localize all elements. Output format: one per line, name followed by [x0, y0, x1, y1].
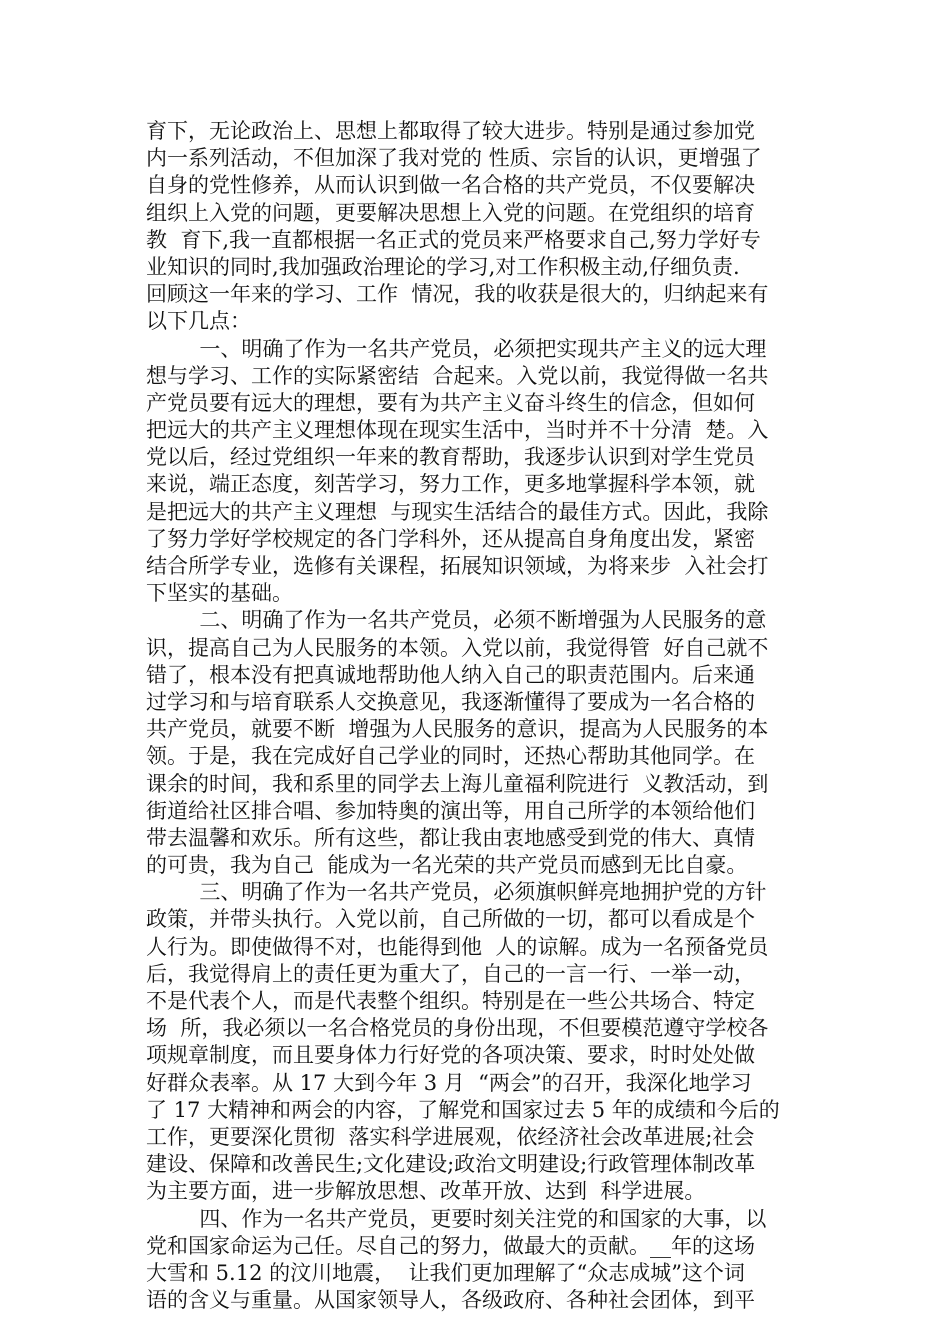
text-line: 二、明确了作为一名共产党员，必须不断增强为人民服务的意 — [146, 608, 767, 633]
text-line: 以下几点： — [146, 309, 251, 334]
text-line: 大雪和 5.12 的汶川地震， 让我们更加理解了“众志成城”这个词 — [146, 1260, 745, 1285]
text-line: 想与学习、工作的实际紧密结 合起来。入党以前，我觉得做一名共 — [146, 363, 769, 388]
text-line: 语的含义与重量。从国家领导人，各级政府、各种社会团体，到平 — [146, 1288, 755, 1313]
text-line: 三、明确了作为一名共产党员，必须旗帜鲜亮地拥护党的方针 — [146, 880, 767, 905]
text-line: 错了，根本没有把真诚地帮助他人纳入自己的职责范围内。后来通 — [146, 662, 755, 687]
text-line: 把远大的共产主义理想体现在现实生活中，当时并不十分清 楚。入 — [146, 418, 769, 443]
text-line: 政策，并带头执行。入党以前，自己所做的一切，都可以看成是个 — [146, 907, 755, 932]
text-line: 带去温馨和欢乐。所有这些，都让我由衷地感受到党的伟大、真情 — [146, 825, 755, 850]
text-line: 了 17 大精神和两会的内容，了解党和国家过去 5 年的成绩和今后的 — [146, 1097, 780, 1122]
text-line: 过学习和与培育联系人交换意见，我逐渐懂得了要成为一名合格的 — [146, 689, 755, 714]
text-line: 课余的时间，我和系里的同学去上海儿童福利院进行 义教活动，到 — [146, 771, 769, 796]
text-line: 场 所，我必须以一名合格党员的身份出现，不但要模范遵守学校各 — [146, 1016, 769, 1041]
text-line: 建设、保障和改善民生;文化建设;政治文明建设;行政管理体制改革 — [146, 1152, 756, 1177]
text-line: 了努力学好学校规定的各门学科外，还从提高自身角度出发，紧密 — [146, 526, 755, 551]
text-line: 教 育下,我一直都根据一名正式的党员来严格要求自己,努力学好专 — [146, 227, 761, 252]
text-line: 组织上入党的问题，更要解决思想上入党的问题。在党组织的培育 — [146, 200, 755, 225]
text-line: 党以后，经过党组织一年来的教育帮助，我逐步认识到对学生党员 — [146, 445, 755, 470]
text-line: 下坚实的基础。 — [146, 581, 293, 606]
text-line: 项规章制度，而且要身体力行好党的各项决策、要求，时时处处做 — [146, 1043, 755, 1068]
text-line: 为主要方面，进一步解放思想、改革开放、达到 科学进展。 — [146, 1179, 706, 1204]
text-line: 街道给社区排合唱、参加特奥的演出等，用自己所学的本领给他们 — [146, 798, 755, 823]
text-line: 产党员要有远大的理想，要有为共产主义奋斗终生的信念，但如何 — [146, 390, 755, 415]
text-line: 是把远大的共产主义理想 与现实生活结合的最佳方式。因此，我除 — [146, 499, 769, 524]
text-line: 内一系列活动，不但加深了我对党的 性质、宗旨的认识，更增强了 — [146, 146, 762, 171]
document-body-text — [146, 118, 810, 1314]
text-line: 识，提高自己为人民服务的本领。入党以前，我觉得管 好自己就不 — [146, 635, 769, 660]
text-line: 共产党员，就要不断 增强为人民服务的意识，提高为人民服务的本 — [146, 717, 769, 742]
text-line: 的可贵，我为自己 能成为一名光荣的共产党员而感到无比自豪。 — [146, 853, 748, 878]
text-line: 领。于是，我在完成好自己学业的同时，还热心帮助其他同学。在 — [146, 744, 755, 769]
text-line: 人行为。即使做得不对，也能得到他 人的谅解。成为一名预备党员 — [146, 934, 769, 959]
text-line: 好群众表率。从 17 大到今年 3 月 “两会”的召开，我深化地学习 — [146, 1070, 752, 1095]
text-line: 后，我觉得肩上的责任更为重大了，自己的一言一行、一举一动， — [146, 961, 755, 986]
text-line: 不是代表个人，而是代表整个组织。特别是在一些公共场合、特定 — [146, 989, 755, 1013]
text-line: 来说，端正态度，刻苦学习，努力工作，更多地掌握科学本领，就 — [146, 472, 755, 497]
text-line: 回顾这一年来的学习、工作 情况，我的收获是很大的，归纳起来有 — [146, 282, 769, 307]
text-line: 自身的党性修养，从而认识到做一名合格的共产党员，不仅要解决 — [146, 173, 755, 198]
text-line: 结合所学专业，选修有关课程，拓展知识领域，为将来步 入社会打 — [146, 554, 769, 578]
text-line: 育下，无论政治上、思想上都取得了较大进步。特别是通过参加党 — [146, 119, 755, 143]
text-line: 一、明确了作为一名共产党员，必须把实现共产主义的远大理 — [146, 336, 767, 361]
text-line: 四、作为一名共产党员，更要时刻关注党的和国家的大事，以 — [146, 1206, 767, 1231]
text-line: 党和国家命运为己任。尽自己的努力，做最大的贡献。__年的这场 — [146, 1233, 755, 1258]
text-line: 业知识的同时,我加强政治理论的学习,对工作积极主动,仔细负责. — [146, 254, 740, 279]
text-line: 工作，更要深化贯彻 落实科学进展观，依经济社会改革进展;社会 — [146, 1124, 755, 1149]
